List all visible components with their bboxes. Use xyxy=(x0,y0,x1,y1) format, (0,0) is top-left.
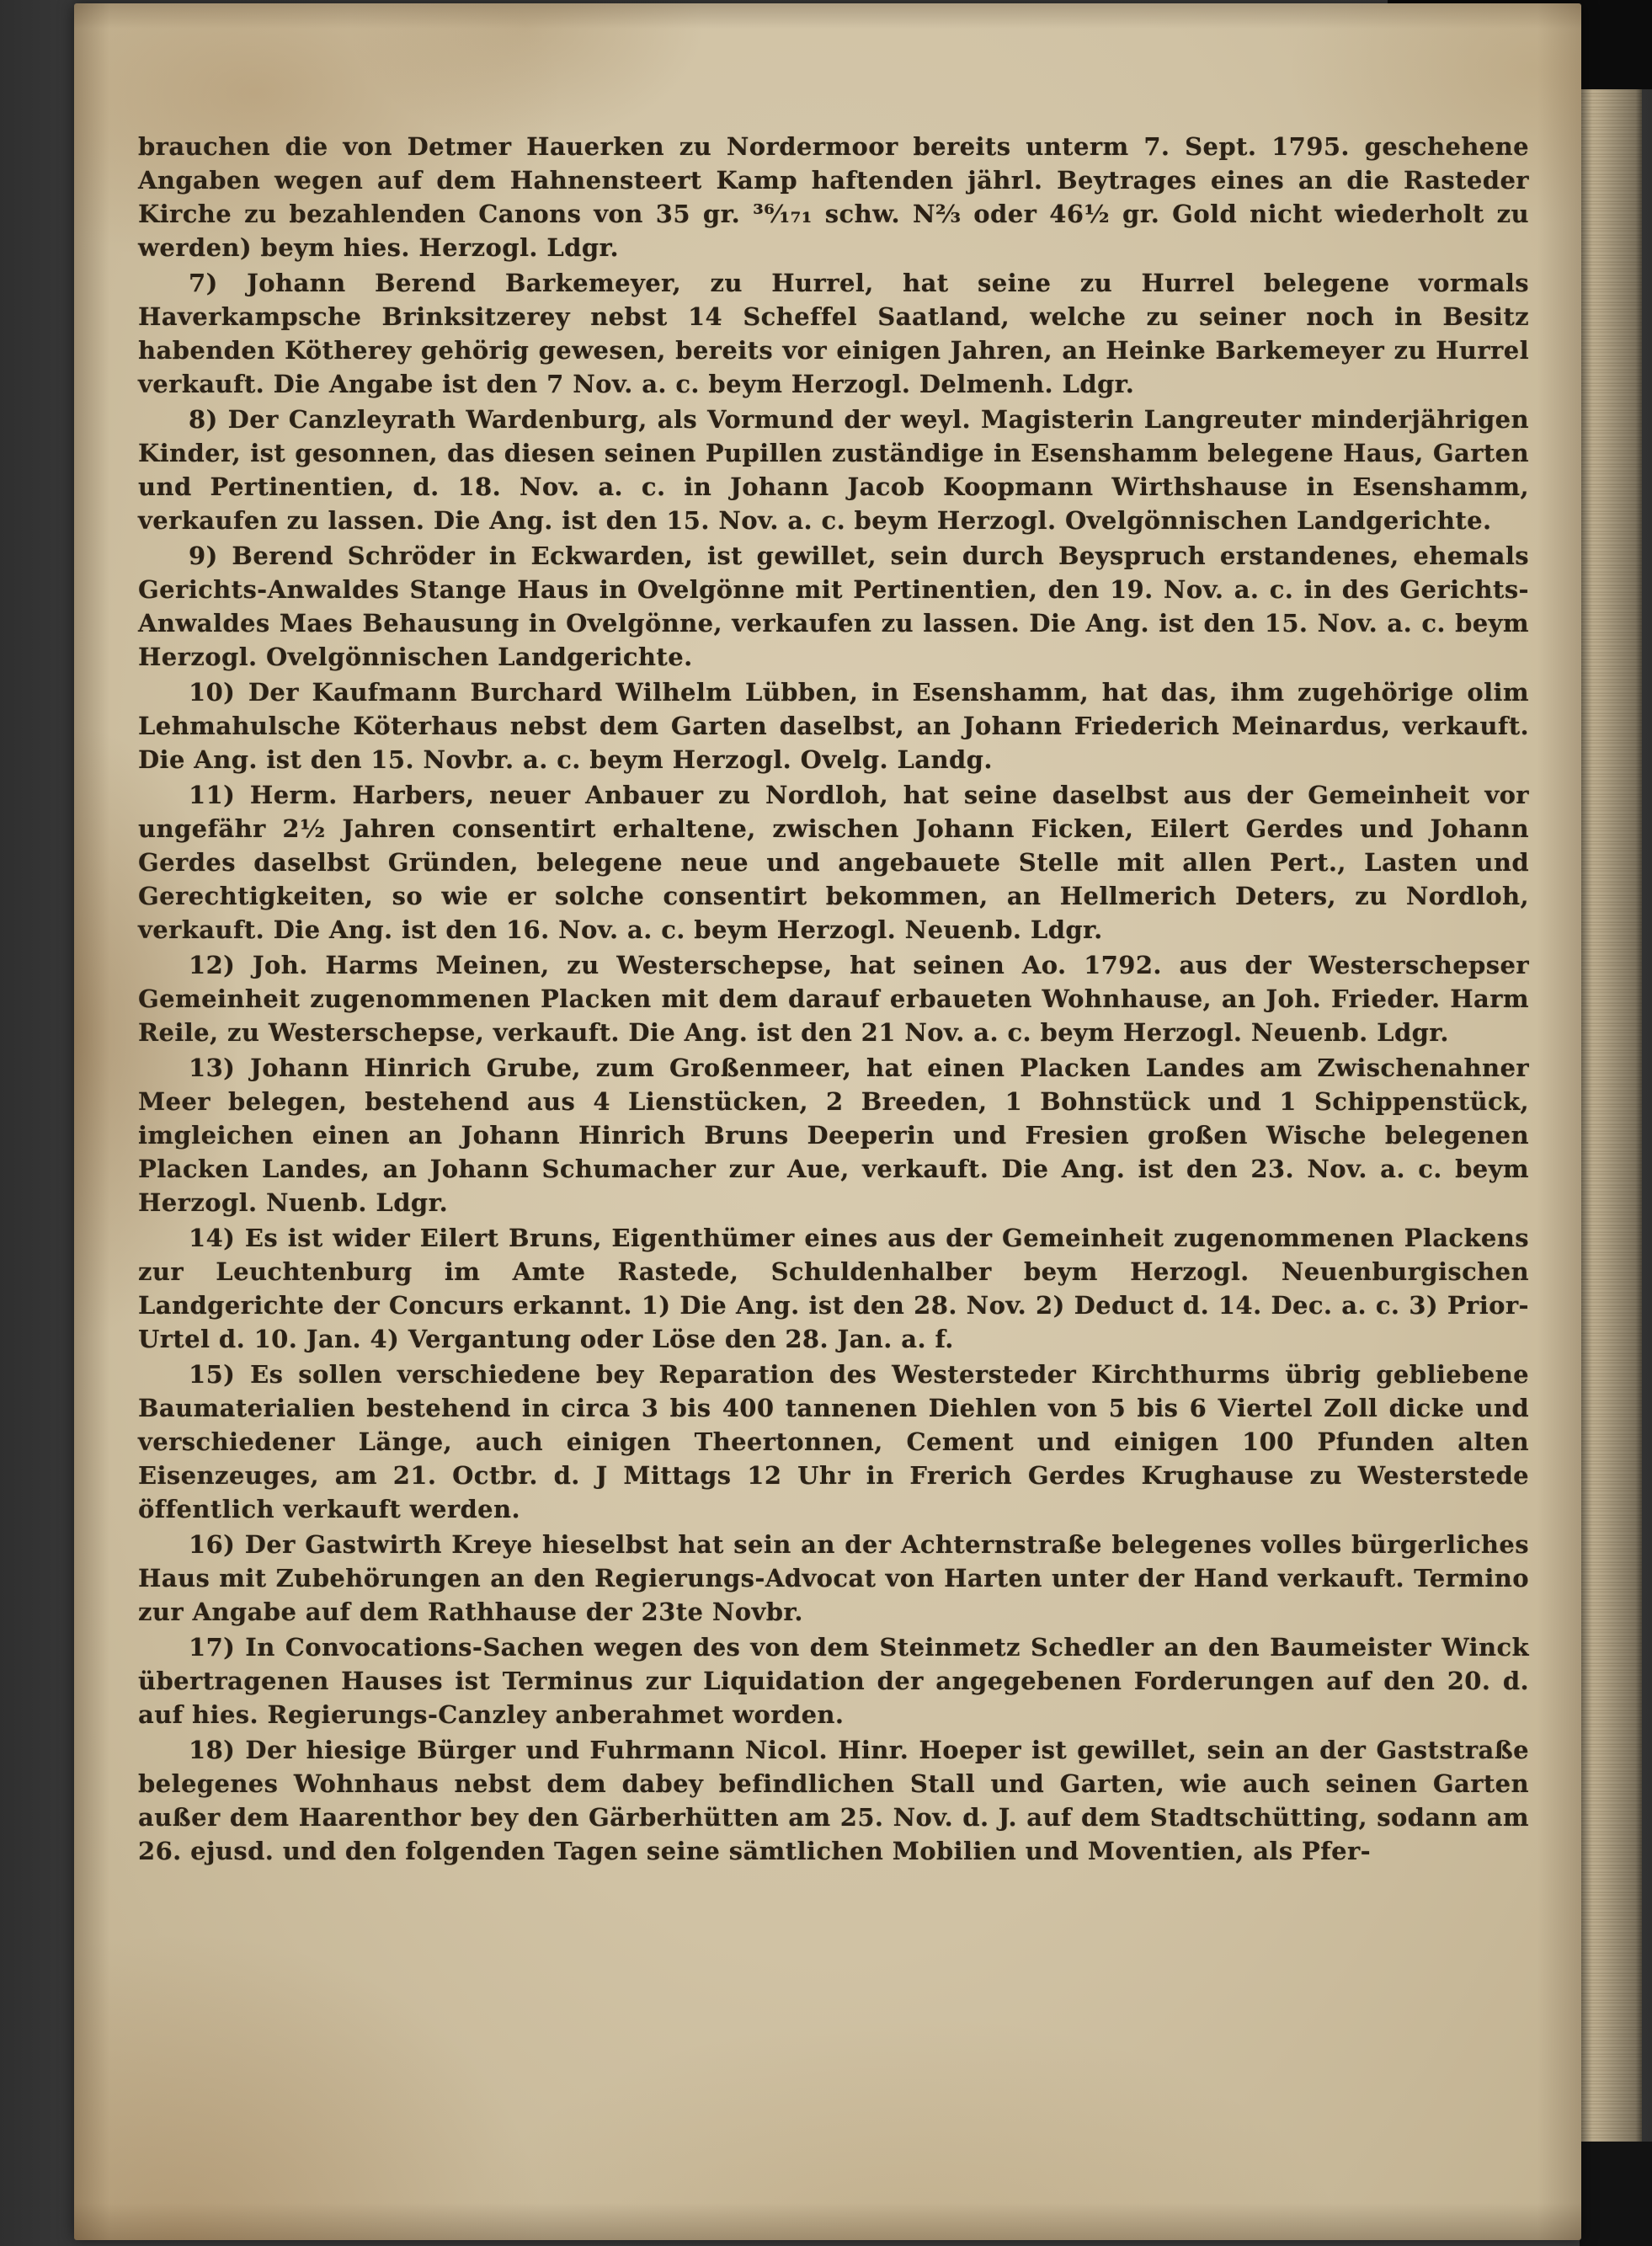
entry-18: 18) Der hiesige Bürger und Fuhrmann Nicol. Hinr. Hoeper ist gewillet, sein an der Gaststraße belegenes Wohnhaus nebst dem dabey befindlichen Stall und Garten, wie auch seinen Garten außer dem Haarenthor bey den Gärberhütten am 25. Nov. d. J. auf dem Stadtschütting, sodann am 26. ejusd. und den folgenden Tagen seine sämtlichen Mobilien und Moventien, als Pfer- xyxy=(138,1736,1529,1865)
entry-15: 15) Es sollen verschiedene bey Reparation des Westersteder Kirchthurms übrig gebliebene Baumaterialien bestehend in circa 3 bis 400 tannenen Diehlen von 5 bis 6 Viertel Zoll dicke und verschiedener Länge, auch einigen Theertonnen, Cement und einigen 100 Pfunden alten Eisenzeuges, am 21. Octbr. d. J Mittags 12 Uhr in Frerich Gerdes Krughause zu Westerstede öffentlich verkauft werden. xyxy=(138,1360,1529,1523)
entry-8: 8) Der Canzleyrath Wardenburg, als Vormund der weyl. Magisterin Langreuter minderjährigen Kinder, ist gesonnen, das diesen seinen Pupillen zuständige in Esenshamm belegene Haus, Garten und Pertinentien, d. 18. Nov. a. c. in Johann Jacob Koopmann Wirthshause in Esenshamm, verkaufen zu lassen. Die Ang. ist den 15. Nov. a. c. beym Herzogl. Ovelgönnischen Landgerichte. xyxy=(138,405,1529,535)
book-page-edges xyxy=(1580,0,1642,2246)
paragraph-continuation: brauchen die von Detmer Hauerken zu Nordermoor bereits unterm 7. Sept. 1795. geschehene Angaben wegen auf dem Hahnensteert Kamp haftenden jährl. Beytrages eines an die Rasteder Kirche zu bezahlenden Canons von 35 gr. ³⁶⁄₁₇₁ schw. N⅔ oder 46½ gr. Gold nicht wiederholt zu werden) beym hies. Herzogl. Ldgr. xyxy=(138,132,1529,262)
entry-7: 7) Johann Berend Barkemeyer, zu Hurrel, hat seine zu Hurrel belegene vormals Haverkampsche Brinksitzerey nebst 14 Scheffel Saatland, welche zu seiner noch in Besitz habenden Kötherey gehörig gewesen, bereits vor einigen Jahren, an Heinke Barkemeyer zu Hurrel verkauft. Die Angabe ist den 7 Nov. a. c. beym Herzogl. Delmenh. Ldgr. xyxy=(138,269,1529,398)
entry-13: 13) Johann Hinrich Grube, zum Großenmeer, hat einen Placken Landes am Zwischenahner Meer belegen, bestehend aus 4 Lienstücken, 2 Breeden, 1 Bohnstück und 1 Schippenstück, imgleichen einen an Johann Hinrich Bruns Deeperin und Fresien großen Wische belegenen Placken Landes, an Johann Schumacher zur Aue, verkauft. Die Ang. ist den 23. Nov. a. c. beym Herzogl. Nuenb. Ldgr. xyxy=(138,1054,1529,1217)
entry-10: 10) Der Kaufmann Burchard Wilhelm Lübben, in Esenshamm, hat das, ihm zugehörige olim Lehmahulsche Köterhaus nebst dem Garten daselbst, an Johann Friederich Meinardus, verkauft. Die Ang. ist den 15. Novbr. a. c. beym Herzogl. Ovelg. Landg. xyxy=(138,678,1529,774)
entry-9: 9) Berend Schröder in Eckwarden, ist gewillet, sein durch Beyspruch erstandenes, ehemals Gerichts-Anwaldes Stange Haus in Ovelgönne mit Pertinentien, den 19. Nov. a. c. in des Gerichts-Anwaldes Maes Behausung in Ovelgönne, verkaufen zu lassen. Die Ang. ist den 15. Nov. a. c. beym Herzogl. Ovelgönnischen Landgerichte. xyxy=(138,541,1529,671)
scan-background-bottom-right xyxy=(1580,2142,1652,2246)
entry-12: 12) Joh. Harms Meinen, zu Westerschepse, hat seinen Ao. 1792. aus der Westerschepser Gemeinheit zugenommenen Placken mit dem darauf erbaueten Wohnhause, an Joh. Frieder. Harm Reile, zu Westerschepse, verkauft. Die Ang. ist den 21 Nov. a. c. beym Herzogl. Neuenb. Ldgr. xyxy=(138,951,1529,1047)
entry-16: 16) Der Gastwirth Kreye hieselbst hat sein an der Achternstraße belegenes volles bürgerliches Haus mit Zubehörungen an den Regierungs-Advocat von Harten unter der Hand verkauft. Termino zur Angabe auf dem Rathhause der 23te Novbr. xyxy=(138,1530,1529,1626)
entry-17: 17) In Convocations-Sachen wegen des von dem Steinmetz Schedler an den Baumeister Winck übertragenen Hauses ist Terminus zur Liquidation der angegebenen Forderungen auf den 20. d. auf hies. Regierungs-Canzley anberahmet worden. xyxy=(138,1633,1529,1729)
entry-11: 11) Herm. Harbers, neuer Anbauer zu Nordloh, hat seine daselbst aus der Gemeinheit vor ungefähr 2½ Jahren consentirt erhaltene, zwischen Johann Ficken, Eilert Gerdes und Johann Gerdes daselbst Gründen, belegene neue und angebauete Stelle mit allen Pert., Lasten und Gerechtigkeiten, so wie er solche consentirt bekommen, an Hellmerich Deters, zu Nordloh, verkauft. Die Ang. ist den 16. Nov. a. c. beym Herzogl. Neuenb. Ldgr. xyxy=(138,781,1529,944)
entry-14: 14) Es ist wider Eilert Bruns, Eigenthümer eines aus der Gemeinheit zugenommenen Plackens zur Leuchtenburg im Amte Rastede, Schuldenhalber beym Herzogl. Neuenburgischen Landgerichte der Concurs erkannt. 1) Die Ang. ist den 28. Nov. 2) Deduct d. 14. Dec. a. c. 3) Prior-Urtel d. 10. Jan. 4) Vergantung oder Löse den 28. Jan. a. f. xyxy=(138,1224,1529,1353)
text-column xyxy=(138,130,1529,1870)
page xyxy=(74,3,1581,2240)
